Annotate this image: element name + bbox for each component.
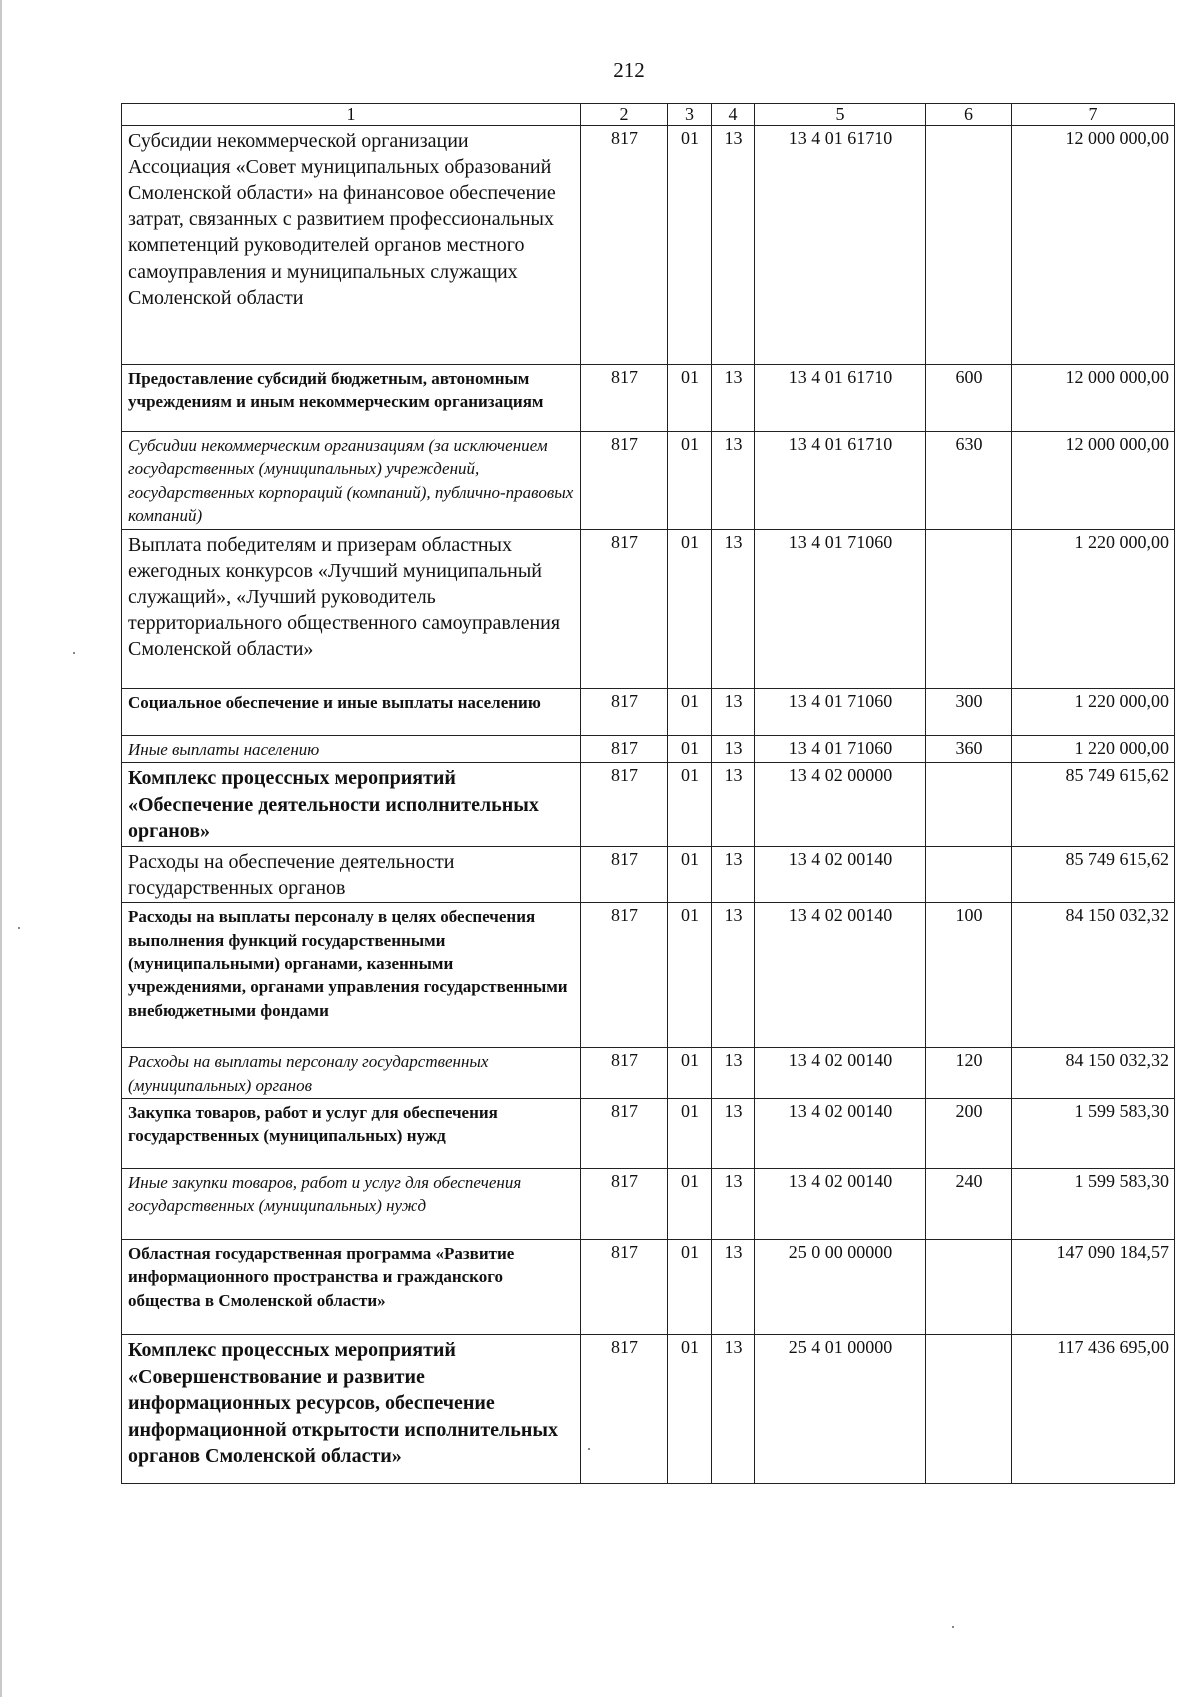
table-row	[122, 1099, 1175, 1169]
subsection-code-cell: 13	[712, 688, 755, 735]
row-name-cell: Расходы на выплаты персоналу в целях обеспечения выполнения функций государственными (муниципальными) органами, казенными учреждениями, органами управления государственными внебюджетными фондами	[122, 903, 581, 1048]
row-name-cell: Субсидии некоммерческой организации Ассоциация «Совет муниципальных образований Смоленской области» на финансовое обеспечение затрат, связанных с развитием профессиональных компетенций руководителей органов местного самоуправления и муниципальных служащих Смоленской области	[122, 125, 581, 364]
table-row	[122, 1169, 1175, 1240]
ministry-code-cell: 817	[581, 364, 668, 431]
header-cell: 1	[122, 104, 581, 126]
subsection-code-cell: 13	[712, 431, 755, 529]
ministry-code-cell: 817	[581, 762, 668, 846]
ministry-code-cell: 817	[581, 1099, 668, 1169]
ministry-code-cell: 817	[581, 735, 668, 762]
expense-type-cell: 100	[926, 903, 1012, 1048]
amount-cell: 84 150 032,32	[1012, 1048, 1175, 1099]
target-article-cell: 13 4 02 00140	[755, 1099, 926, 1169]
scan-artifact	[18, 927, 20, 929]
section-code-cell: 01	[668, 903, 712, 1048]
amount-cell: 147 090 184,57	[1012, 1240, 1175, 1335]
scan-artifact	[588, 1448, 590, 1450]
header-cell: 7	[1012, 104, 1175, 126]
header-cell: 4	[712, 104, 755, 126]
section-code-cell: 01	[668, 1099, 712, 1169]
target-article-cell: 13 4 01 71060	[755, 688, 926, 735]
ministry-code-cell: 817	[581, 688, 668, 735]
row-name-cell: Областная государственная программа «Развитие информационного пространства и гражданского общества в Смоленской области»	[122, 1240, 581, 1335]
table-row	[122, 903, 1175, 1048]
subsection-code-cell: 13	[712, 1335, 755, 1484]
header-cell: 3	[668, 104, 712, 126]
table-row	[122, 735, 1175, 762]
section-code-cell: 01	[668, 846, 712, 902]
section-code-cell: 01	[668, 762, 712, 846]
scan-artifact	[73, 652, 75, 654]
target-article-cell: 25 4 01 00000	[755, 1335, 926, 1484]
target-article-cell: 25 0 00 00000	[755, 1240, 926, 1335]
row-name-cell: Субсидии некоммерческим организациям (за исключением государственных (муниципальных) учреждений, государственных корпораций (компаний), публично-правовых компаний)	[122, 431, 581, 529]
amount-cell: 1 220 000,00	[1012, 529, 1175, 688]
target-article-cell: 13 4 01 61710	[755, 364, 926, 431]
header-row	[122, 104, 1175, 126]
row-name-cell: Иные выплаты населению	[122, 735, 581, 762]
table-row	[122, 125, 1175, 364]
amount-cell: 84 150 032,32	[1012, 903, 1175, 1048]
budget-table	[121, 103, 1175, 1484]
target-article-cell: 13 4 01 61710	[755, 431, 926, 529]
target-article-cell: 13 4 01 61710	[755, 125, 926, 364]
row-name-cell: Социальное обеспечение и иные выплаты населению	[122, 688, 581, 735]
expense-type-cell	[926, 762, 1012, 846]
row-name-cell: Иные закупки товаров, работ и услуг для обеспечения государственных (муниципальных) нужд	[122, 1169, 581, 1240]
expense-type-cell	[926, 529, 1012, 688]
amount-cell: 1 599 583,30	[1012, 1099, 1175, 1169]
header-cell: 2	[581, 104, 668, 126]
section-code-cell: 01	[668, 1169, 712, 1240]
target-article-cell: 13 4 02 00140	[755, 1048, 926, 1099]
amount-cell: 1 220 000,00	[1012, 735, 1175, 762]
expense-type-cell: 600	[926, 364, 1012, 431]
section-code-cell: 01	[668, 688, 712, 735]
ministry-code-cell: 817	[581, 846, 668, 902]
scan-artifact	[0, 0, 2, 1697]
table-row	[122, 1335, 1175, 1484]
ministry-code-cell: 817	[581, 529, 668, 688]
expense-type-cell	[926, 1240, 1012, 1335]
table-row	[122, 431, 1175, 529]
section-code-cell: 01	[668, 431, 712, 529]
subsection-code-cell: 13	[712, 1240, 755, 1335]
section-code-cell: 01	[668, 735, 712, 762]
header-cell: 6	[926, 104, 1012, 126]
ministry-code-cell: 817	[581, 431, 668, 529]
table-row	[122, 1240, 1175, 1335]
amount-cell: 12 000 000,00	[1012, 431, 1175, 529]
subsection-code-cell: 13	[712, 735, 755, 762]
subsection-code-cell: 13	[712, 846, 755, 902]
ministry-code-cell: 817	[581, 125, 668, 364]
ministry-code-cell: 817	[581, 1240, 668, 1335]
section-code-cell: 01	[668, 1048, 712, 1099]
target-article-cell: 13 4 01 71060	[755, 529, 926, 688]
subsection-code-cell: 13	[712, 903, 755, 1048]
section-code-cell: 01	[668, 1240, 712, 1335]
table-row	[122, 846, 1175, 902]
target-article-cell: 13 4 02 00140	[755, 903, 926, 1048]
table-row	[122, 762, 1175, 846]
header-cell: 5	[755, 104, 926, 126]
table-row	[122, 688, 1175, 735]
subsection-code-cell: 13	[712, 1099, 755, 1169]
table-row	[122, 529, 1175, 688]
target-article-cell: 13 4 02 00000	[755, 762, 926, 846]
subsection-code-cell: 13	[712, 762, 755, 846]
subsection-code-cell: 13	[712, 529, 755, 688]
row-name-cell: Выплата победителям и призерам областных ежегодных конкурсов «Лучший муниципальный служащий», «Лучший руководитель территориального общественного самоуправления Смоленской области»	[122, 529, 581, 688]
expense-type-cell: 240	[926, 1169, 1012, 1240]
expense-type-cell: 300	[926, 688, 1012, 735]
amount-cell: 117 436 695,00	[1012, 1335, 1175, 1484]
amount-cell: 1 599 583,30	[1012, 1169, 1175, 1240]
expense-type-cell	[926, 125, 1012, 364]
expense-type-cell: 200	[926, 1099, 1012, 1169]
page-number: 212	[613, 58, 645, 82]
expense-type-cell	[926, 1335, 1012, 1484]
ministry-code-cell: 817	[581, 1335, 668, 1484]
scan-artifact	[952, 1626, 954, 1628]
row-name-cell: Расходы на обеспечение деятельности государственных органов	[122, 846, 581, 902]
expense-type-cell: 120	[926, 1048, 1012, 1099]
table-row	[122, 364, 1175, 431]
row-name-cell: Предоставление субсидий бюджетным, автономным учреждениям и иным некоммерческим организациям	[122, 364, 581, 431]
section-code-cell: 01	[668, 529, 712, 688]
subsection-code-cell: 13	[712, 125, 755, 364]
target-article-cell: 13 4 01 71060	[755, 735, 926, 762]
subsection-code-cell: 13	[712, 364, 755, 431]
row-name-cell: Комплекс процессных мероприятий «Обеспечение деятельности исполнительных органов»	[122, 762, 581, 846]
expense-type-cell	[926, 846, 1012, 902]
section-code-cell: 01	[668, 125, 712, 364]
amount-cell: 12 000 000,00	[1012, 125, 1175, 364]
target-article-cell: 13 4 02 00140	[755, 1169, 926, 1240]
row-name-cell: Расходы на выплаты персоналу государственных (муниципальных) органов	[122, 1048, 581, 1099]
ministry-code-cell: 817	[581, 903, 668, 1048]
expense-type-cell: 360	[926, 735, 1012, 762]
expense-type-cell: 630	[926, 431, 1012, 529]
amount-cell: 12 000 000,00	[1012, 364, 1175, 431]
amount-cell: 85 749 615,62	[1012, 846, 1175, 902]
ministry-code-cell: 817	[581, 1169, 668, 1240]
amount-cell: 85 749 615,62	[1012, 762, 1175, 846]
ministry-code-cell: 817	[581, 1048, 668, 1099]
amount-cell: 1 220 000,00	[1012, 688, 1175, 735]
row-name-cell: Комплекс процессных мероприятий «Совершенствование и развитие информационных ресурсов, обеспечение информационной открытости исполнительных органов Смоленской области»	[122, 1335, 581, 1484]
section-code-cell: 01	[668, 1335, 712, 1484]
subsection-code-cell: 13	[712, 1169, 755, 1240]
target-article-cell: 13 4 02 00140	[755, 846, 926, 902]
row-name-cell: Закупка товаров, работ и услуг для обеспечения государственных (муниципальных) нужд	[122, 1099, 581, 1169]
section-code-cell: 01	[668, 364, 712, 431]
subsection-code-cell: 13	[712, 1048, 755, 1099]
table-row	[122, 1048, 1175, 1099]
